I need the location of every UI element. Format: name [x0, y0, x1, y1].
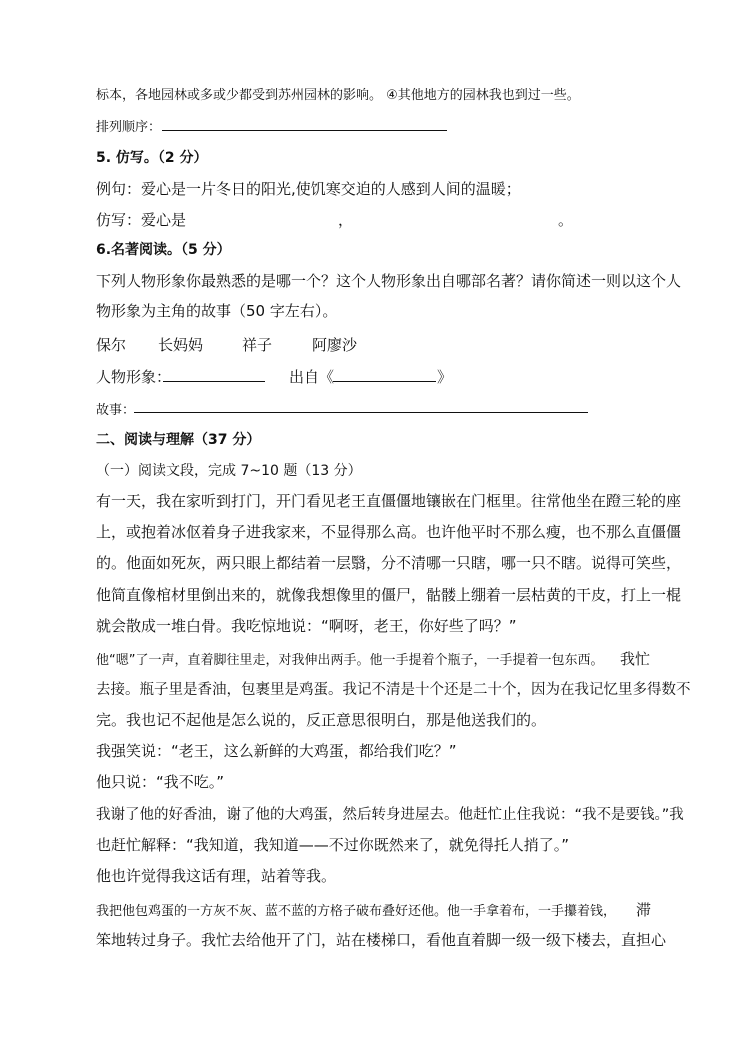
passage-line: 他只说：“我不吃。” — [96, 773, 225, 791]
order-label: 排列顺序： — [96, 120, 162, 135]
order-answer-blank[interactable] — [162, 130, 447, 131]
q6-option-changmama: 长妈妈 — [158, 336, 204, 354]
q6-source-blank[interactable] — [333, 381, 436, 382]
q5-comma: ， — [338, 211, 354, 229]
q6-story-label: 故事： — [96, 403, 136, 418]
q5-title: 5. 仿写。（2 分） — [96, 150, 208, 166]
passage-line: 我强笑说：“老王，这么新鲜的大鸡蛋，都给我们吃？” — [96, 742, 457, 760]
q6-source-close: 》 — [437, 368, 453, 386]
passage-line: 的。他面如死灰，两只眼上都结着一层翳，分不清哪一只瞎，哪一只不瞎。说得可笑些， — [96, 554, 682, 572]
passage-line: 他也许觉得我这话有理，站着等我。 — [96, 867, 337, 885]
q6-option-alyosha: 阿廖沙 — [312, 336, 358, 354]
q6-option-xiangzi: 祥子 — [242, 336, 273, 354]
q5-blank-1[interactable] — [180, 209, 336, 229]
passage-line: 他“嗯”了一声，直着脚往里走，对我伸出两手。他一手提着个瓶子，一手提着一包东西。 — [96, 653, 604, 668]
text-line: 标本，各地园林或多或少都受到苏州园林的影响。 ④其他地方的园林我也到过一些。 — [96, 88, 580, 103]
passage-line: 我把他包鸡蛋的一方灰不灰、蓝不蓝的方格子破布叠好还他。他一手拿着布，一手攥着钱， — [96, 904, 617, 919]
passage-line: 去接。瓶子里是香油，包裹里是鸡蛋。我记不清是十个还是二十个，因为在我记忆里多得数不 — [96, 682, 691, 698]
q6-option-paul: 保尔 — [96, 336, 127, 354]
q5-write-label: 仿写：爱心是 — [96, 211, 187, 229]
q5-example: 例句：爱心是一片冬日的阳光,使饥寒交迫的人感到人间的温暖； — [96, 180, 521, 198]
q6-story-blank[interactable] — [134, 412, 588, 413]
passage-line-end: 我忙 — [620, 650, 651, 668]
q6-character-blank[interactable] — [163, 381, 265, 382]
passage-line: 他简直像棺材里倒出来的，就像我想像里的僵尸，骷髅上绷着一层枯黄的干皮，打上一棍 — [96, 586, 682, 604]
q6-source-label: 出自《 — [289, 368, 335, 386]
q5-blank-2[interactable] — [356, 209, 556, 229]
q6-prompt-line1: 下列人物形象你最熟悉的是哪一个？这个人物形象出自哪部名著？请你简述一则以这个人 — [96, 272, 682, 290]
passage-line: 完。我也记不起他是怎么说的，反正意思很明白，那是他送我们的。 — [96, 711, 547, 729]
section2-subtitle: （一）阅读文段，完成 7~10 题（13 分） — [96, 463, 362, 479]
q6-title: 6.名著阅读。（5 分） — [96, 242, 231, 258]
q5-period: 。 — [558, 211, 574, 229]
q6-prompt-line2: 物形象为主角的故事（50 字左右）。 — [96, 302, 338, 320]
section2-title: 二、阅读与理解（37 分） — [96, 432, 261, 448]
passage-line: 笨地转过身子。我忙去给他开了门，站在楼梯口，看他直着脚一级一级下楼去，直担心 — [96, 931, 667, 949]
passage-line: 上，或抱着冰伛着身子进我家来，不显得那么高。也许他平时不那么瘦，也不那么直僵僵 — [96, 523, 682, 541]
passage-line-end: 滞 — [636, 901, 652, 919]
passage-line: 我谢了他的好香油，谢了他的大鸡蛋，然后转身进屋去。他赶忙止住我说：“我不是要钱。”我 — [96, 807, 684, 823]
passage-line: 有一天，我在家听到打门，开门看见老王直僵僵地镶嵌在门框里。往常他坐在蹬三轮的座 — [96, 492, 682, 510]
passage-line: 就会散成一堆白骨。我吃惊地说：“啊呀，老王，你好些了吗？” — [96, 617, 517, 635]
q6-character-label: 人物形象： — [96, 368, 172, 386]
passage-line: 也赶忙解释：“我知道，我知道——不过你既然来了，就免得托人捎了。” — [96, 836, 570, 854]
